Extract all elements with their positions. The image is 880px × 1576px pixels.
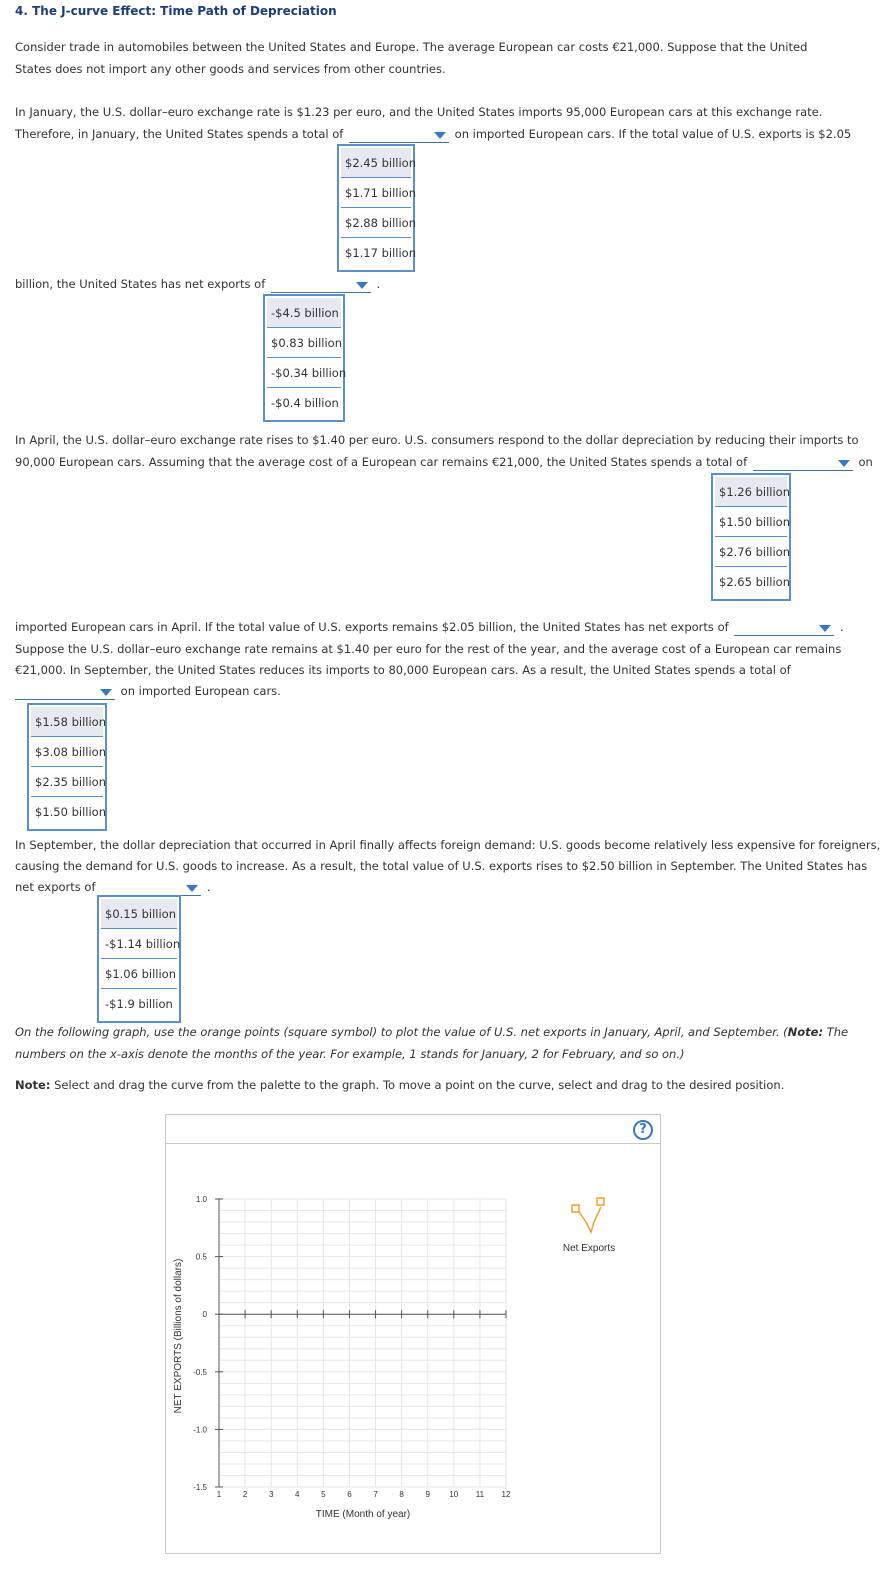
note-text: Select and drag the curve from the palette to the graph. To move a point on the curve, select and drag to the desired position. — [50, 1078, 785, 1092]
help-icon[interactable]: ? — [633, 1120, 653, 1140]
instruction-text: On the following graph, use the orange points (square symbol) to plot the value of U.S. net exports in January, April, and September. ( — [15, 1025, 788, 1039]
apr-line2 — [15, 453, 873, 471]
y-tick-label: -1.5 — [193, 1483, 207, 1492]
x-tick-label: 12 — [501, 1490, 511, 1499]
apr-line3 — [15, 618, 844, 636]
x-tick-label: 5 — [321, 1490, 326, 1499]
sep-netexports-options — [97, 895, 181, 1023]
curve-icon[interactable] — [577, 1207, 601, 1232]
note-label: Note: — [15, 1078, 51, 1092]
x-tick-label: 7 — [373, 1490, 378, 1499]
apr-line3-text: imported European cars in April. If the total value of U.S. exports remains $2.05 billion, the United States has net exports of — [15, 620, 729, 634]
note-label: Note: — [787, 1025, 824, 1039]
sep-line1: In September, the dollar depreciation that occurred in April finally affects foreign demand: U.S. goods become relatively less expensive for foreigners, — [15, 838, 880, 852]
jan-line2 — [15, 125, 851, 143]
option[interactable]: $1.50 billion — [35, 805, 106, 819]
jan-line3-text: billion, the United States has net exports of — [15, 277, 266, 291]
sep-spend-options — [27, 703, 107, 831]
graph-toolbar — [166, 1115, 660, 1144]
palette-label: Net Exports — [562, 1243, 616, 1254]
chevron-down-icon[interactable] — [186, 885, 198, 892]
option[interactable]: $0.83 billion — [267, 328, 341, 358]
sep-line3-text: net exports of — [15, 880, 96, 894]
option[interactable]: $2.76 billion — [715, 537, 787, 567]
option[interactable]: $1.06 billion — [101, 959, 177, 989]
jan-netexports-dropdown[interactable] — [271, 277, 371, 293]
drag-note — [15, 1076, 784, 1094]
x-tick-label: 8 — [399, 1490, 404, 1499]
graph-instructions-line1 — [15, 1023, 848, 1041]
period: . — [376, 277, 381, 291]
option[interactable]: -$1.9 billion — [105, 997, 173, 1011]
apr-line5: €21,000. In September, the United States reduces its imports to 80,000 European cars. As a result, the United States spends a total of — [15, 663, 791, 677]
apr-line6-text: on imported European cars. — [120, 684, 281, 698]
x-tick-label: 11 — [475, 1490, 485, 1499]
y-axis-label: NET EXPORTS (Billions of dollars) — [173, 1258, 184, 1414]
chevron-down-icon[interactable] — [838, 460, 850, 467]
y-tick-label: 0.5 — [195, 1252, 207, 1262]
x-axis-label: TIME (Month of year) — [315, 1509, 411, 1520]
jan-spend-dropdown[interactable] — [349, 127, 449, 143]
y-tick-label: -1.0 — [193, 1425, 207, 1435]
option[interactable]: $2.65 billion — [719, 575, 790, 589]
y-tick-label: 1.0 — [195, 1195, 207, 1204]
chevron-down-icon[interactable] — [819, 625, 831, 632]
option[interactable]: $1.26 billion — [715, 477, 787, 507]
square-point-icon[interactable] — [597, 1198, 604, 1205]
option[interactable]: $1.71 billion — [341, 178, 411, 208]
question-title: 4. The J-curve Effect: Time Path of Depreciation — [15, 4, 337, 18]
option[interactable]: $2.45 billion — [341, 148, 411, 178]
chevron-down-icon[interactable] — [434, 132, 446, 139]
x-tick-label: 6 — [347, 1490, 352, 1499]
option[interactable]: -$4.5 billion — [267, 298, 341, 328]
square-point-icon[interactable] — [572, 1205, 579, 1212]
y-tick-label: -0.5 — [193, 1367, 207, 1377]
option[interactable]: -$0.4 billion — [271, 396, 339, 410]
period: . — [839, 620, 844, 634]
chevron-down-icon[interactable] — [356, 282, 368, 289]
jan-netexports-options — [263, 294, 345, 422]
jan-line2-text: Therefore, in January, the United States spends a total of — [15, 127, 344, 141]
apr-line1: In April, the U.S. dollar–euro exchange rate rises to $1.40 per euro. U.S. consumers respond to the dollar depreciation by reducing their imports to — [15, 433, 859, 447]
jan-line3 — [15, 275, 380, 293]
option[interactable]: $2.88 billion — [341, 208, 411, 238]
apr-line4: Suppose the U.S. dollar–euro exchange rate remains at $1.40 per euro for the rest of the year, and the average cost of a European car remains — [15, 642, 842, 656]
instruction-text: The — [823, 1025, 849, 1039]
y-tick-label: 0 — [202, 1310, 207, 1320]
jan-spend-options — [337, 144, 415, 272]
option[interactable]: $0.15 billion — [101, 899, 177, 929]
graph-instructions-line2: numbers on the x-axis denote the months of the year. For example, 1 stands for January, 2 for February, and so on.) — [15, 1047, 685, 1061]
period: . — [206, 880, 211, 894]
sep-netexports-dropdown[interactable] — [101, 880, 201, 896]
apr-line2-text-after: on — [858, 455, 873, 469]
net-exports-palette-tool[interactable] — [563, 1198, 615, 1254]
option[interactable]: $1.50 billion — [715, 507, 787, 537]
chevron-down-icon[interactable] — [100, 689, 112, 696]
option[interactable]: -$0.34 billion — [267, 358, 341, 388]
sep-line3 — [15, 878, 210, 896]
x-tick-label: 10 — [449, 1490, 459, 1499]
sep-spend-dropdown[interactable] — [15, 684, 115, 700]
net-exports-chart[interactable] — [166, 1143, 660, 1553]
x-tick-label: 1 — [216, 1490, 222, 1499]
jan-line1: In January, the U.S. dollar–euro exchange rate is $1.23 per euro, and the United States imports 95,000 European cars at this exchange rate. — [15, 105, 823, 119]
x-tick-label: 2 — [242, 1490, 248, 1499]
option[interactable]: $2.35 billion — [31, 767, 103, 797]
intro-text: Consider trade in automobiles between the United States and Europe. The average European car costs €21,000. Suppose that the United States does not import any other goods and services from other countries. — [15, 40, 808, 76]
apr-spend-dropdown[interactable] — [753, 455, 853, 471]
x-tick-label: 3 — [268, 1490, 274, 1499]
apr-spend-options — [711, 473, 791, 601]
apr-line2-text: 90,000 European cars. Assuming that the average cost of a European car remains €21,000, the United States spends a total of — [15, 455, 748, 469]
option[interactable]: $1.17 billion — [345, 246, 416, 260]
apr-line6 — [15, 682, 281, 700]
jan-line2-text-after: on imported European cars. If the total value of U.S. exports is $2.05 — [454, 127, 852, 141]
sep-line2: causing the demand for U.S. goods to increase. As a result, the total value of U.S. exports rises to $2.50 billion in September. The United States has — [15, 859, 868, 873]
x-tick-label: 9 — [425, 1490, 430, 1499]
option[interactable]: $1.58 billion — [31, 707, 103, 737]
graph-tool — [165, 1114, 661, 1554]
apr-netexports-dropdown[interactable] — [734, 620, 834, 636]
option[interactable]: $3.08 billion — [31, 737, 103, 767]
x-tick-label: 4 — [295, 1490, 300, 1499]
option[interactable]: -$1.14 billion — [101, 929, 177, 959]
